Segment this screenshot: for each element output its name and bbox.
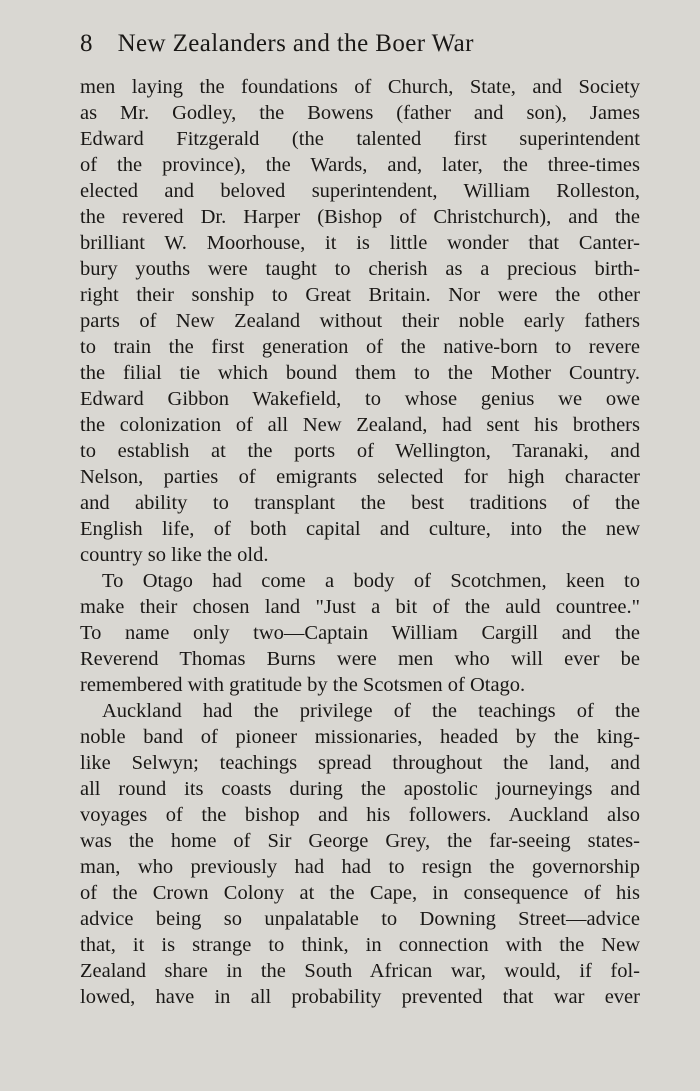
text-line: Zealand share in the South African war, would, if fol- [80, 960, 640, 982]
text-line: advice being so unpalatable to Downing Street—advice [80, 908, 640, 930]
text-line: Reverend Thomas Burns were men who will ever be [80, 648, 640, 670]
text-line: that, it is strange to think, in connection with the New [80, 934, 640, 956]
text-line: country so like the old. [80, 544, 269, 566]
text-line: parts of New Zealand without their noble early fathers [80, 310, 640, 332]
text-line: all round its coasts during the apostolic journeyings and [80, 778, 640, 800]
text-line: Nelson, parties of emigrants selected for high character [80, 466, 640, 488]
text-line: and ability to transplant the best traditions of the [80, 492, 640, 514]
text-line: like Selwyn; teachings spread throughout the land, and [80, 752, 640, 774]
text-line: lowed, have in all probability prevented that war ever [80, 986, 640, 1008]
text-line: brilliant W. Moorhouse, it is little wonder that Canter- [80, 232, 640, 254]
text-line: Edward Gibbon Wakefield, to whose genius we owe [80, 388, 640, 410]
text-line: the colonization of all New Zealand, had sent his brothers [80, 414, 640, 436]
text-line: as Mr. Godley, the Bowens (father and son), James [80, 102, 640, 124]
text-line: English life, of both capital and culture, into the new [80, 518, 640, 540]
text-line: was the home of Sir George Grey, the far-seeing states- [80, 830, 640, 852]
text-line: To Otago had come a body of Scotchmen, keen to [102, 570, 640, 592]
text-line: noble band of pioneer missionaries, headed by the king- [80, 726, 640, 748]
text-line: the revered Dr. Harper (Bishop of Christchurch), and the [80, 206, 640, 228]
body-text [80, 74, 640, 1010]
text-line: bury youths were taught to cherish as a precious birth- [80, 258, 640, 280]
page-header [80, 30, 640, 64]
text-line: make their chosen land "Just a bit of the auld countree." [80, 596, 640, 618]
text-line: elected and beloved superintendent, William Rolleston, [80, 180, 640, 202]
text-line: man, who previously had had to resign the governorship [80, 856, 640, 878]
text-line: Auckland had the privilege of the teachings of the [102, 700, 640, 722]
text-line: of the province), the Wards, and, later, the three-times [80, 154, 640, 176]
text-line: voyages of the bishop and his followers. Auckland also [80, 804, 640, 826]
text-line: of the Crown Colony at the Cape, in consequence of his [80, 882, 640, 904]
text-line: to establish at the ports of Wellington, Taranaki, and [80, 440, 640, 462]
text-line: the filial tie which bound them to the Mother Country. [80, 362, 640, 384]
page-number: 8 [80, 30, 93, 57]
text-line: To name only two—Captain William Cargill and the [80, 622, 640, 644]
text-line: remembered with gratitude by the Scotsmen of Otago. [80, 674, 526, 696]
text-line: Edward Fitzgerald (the talented first superintendent [80, 128, 640, 150]
text-line: men laying the foundations of Church, State, and Society [80, 76, 640, 98]
running-title: New Zealanders and the Boer War [117, 30, 474, 57]
text-line: to train the first generation of the native-born to revere [80, 336, 640, 358]
text-line: right their sonship to Great Britain. Nor were the other [80, 284, 640, 306]
